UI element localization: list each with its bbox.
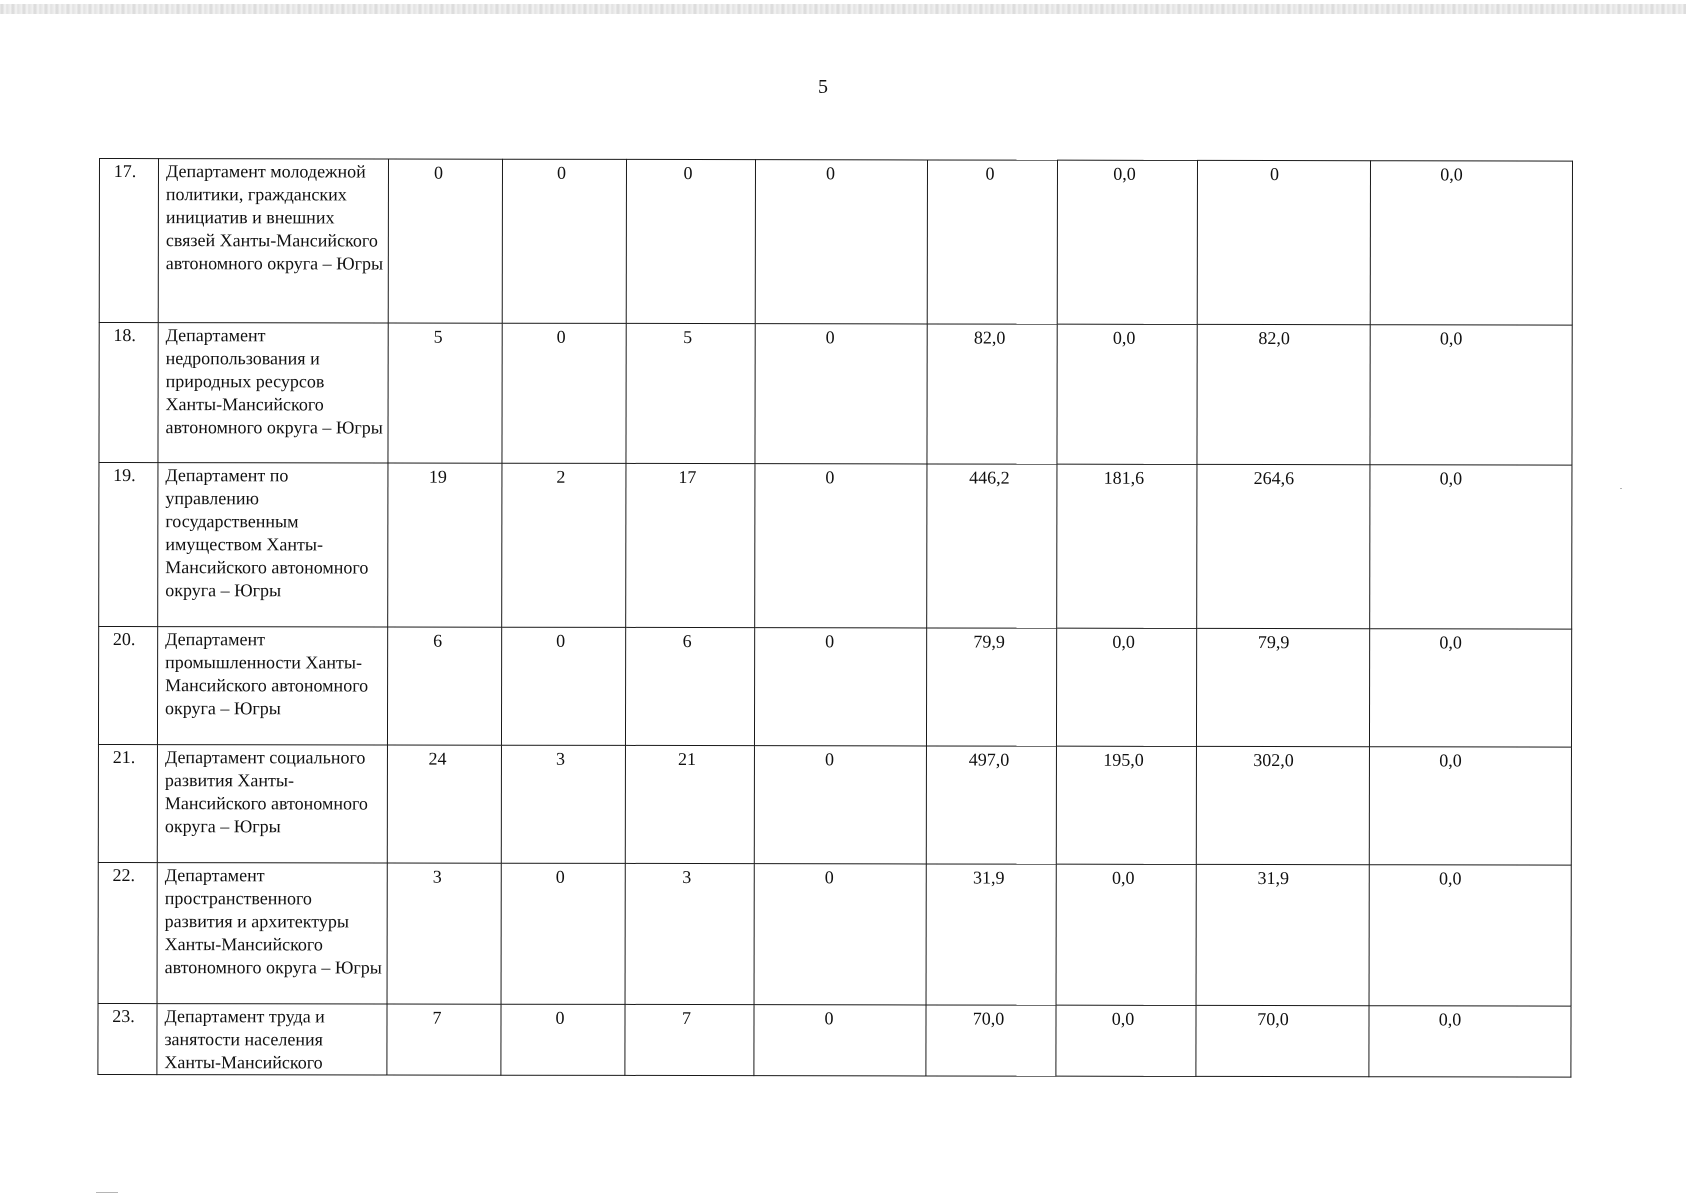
value-text: 70,0 (972, 1008, 1005, 1029)
value-text: 0,0 (1439, 750, 1462, 771)
table-row (98, 745, 1571, 866)
value-text: 7 (432, 1007, 442, 1028)
value-text: 0 (825, 631, 835, 652)
value-text: 0 (985, 163, 995, 184)
value-cell (387, 627, 501, 745)
value-cell (501, 627, 625, 745)
department-name: Департамент пространственного развития и архитектуры Ханты-Мансийского автономного округа – Югры (157, 863, 387, 1004)
value-text: 82,0 (1258, 328, 1290, 349)
value-text: 0 (825, 327, 835, 348)
value-text: 0 (683, 163, 693, 184)
value-cell (926, 864, 1056, 1005)
value-cell (1057, 160, 1197, 324)
value-text: 0 (555, 1007, 565, 1028)
value-cell (754, 628, 926, 746)
value-text: 0,0 (1112, 327, 1136, 348)
value-cell (387, 863, 501, 1004)
value-cell (1370, 465, 1572, 629)
value-cell (625, 627, 754, 745)
value-text: 195,0 (1103, 749, 1144, 770)
value-cell (927, 160, 1057, 324)
value-cell (1369, 629, 1571, 747)
value-text: 79,9 (973, 631, 1005, 652)
value-cell (388, 463, 502, 627)
value-text: 0 (825, 163, 835, 184)
value-cell (388, 159, 502, 323)
value-cell (1056, 864, 1196, 1005)
value-text: 6 (682, 631, 692, 652)
value-cell (1369, 1006, 1571, 1077)
value-text: 0,0 (1440, 164, 1463, 185)
value-cell (1056, 746, 1196, 864)
department-name: Департамент промышленности Ханты-Мансийского автономного округа – Югры (157, 627, 387, 745)
value-text: 181,6 (1103, 467, 1145, 488)
value-text: 0 (824, 867, 834, 888)
value-text: 70,0 (1257, 1009, 1289, 1030)
department-name: Департамент труда и занятости населения Ханты-Мансийского (157, 1004, 387, 1075)
row-number: 19. (99, 463, 158, 627)
value-cell (754, 1005, 926, 1076)
value-cell (501, 745, 625, 863)
value-text: 0,0 (1439, 632, 1462, 653)
value-text: 0,0 (1112, 631, 1135, 652)
row-number: 23. (98, 1003, 157, 1074)
value-text: 79,9 (1257, 632, 1290, 653)
value-cell (755, 324, 927, 464)
value-cell (1196, 746, 1369, 864)
value-cell (625, 745, 754, 863)
value-cell (1369, 747, 1571, 865)
value-cell (502, 159, 626, 323)
table-row (99, 463, 1572, 630)
table-row (99, 323, 1572, 466)
value-cell (1197, 160, 1370, 324)
value-text: 0,0 (1111, 867, 1135, 888)
row-number: 17. (99, 159, 158, 323)
department-name: Департамент недропользования и природных ресурсов Ханты-Мансийского автономного округа – Югры (158, 323, 388, 463)
scan-edge-noise (0, 4, 1686, 14)
value-cell (927, 324, 1057, 464)
value-cell (626, 463, 755, 627)
value-text: 0 (556, 630, 566, 651)
value-text: 6 (433, 630, 443, 651)
value-text: 302,0 (1253, 750, 1294, 771)
value-cell (625, 863, 754, 1004)
value-cell (755, 464, 927, 628)
value-text: 0,0 (1111, 1008, 1135, 1029)
value-text: 446,2 (969, 467, 1010, 488)
scan-speck (1620, 488, 1622, 489)
value-cell (926, 628, 1056, 746)
value-text: 2 (556, 466, 566, 487)
row-number: 21. (98, 745, 157, 863)
department-name: Департамент молодежной политики, гражданских инициатив и внешних связей Ханты-Мансийского автономного округа – Югры (158, 159, 388, 323)
value-cell (502, 323, 626, 463)
value-cell (387, 745, 501, 863)
value-cell (1370, 161, 1572, 325)
value-text: 17 (678, 467, 697, 488)
value-text: 3 (682, 867, 692, 888)
value-text: 31,9 (1257, 868, 1290, 889)
table-row (98, 862, 1571, 1006)
value-text: 0 (824, 1008, 834, 1029)
value-cell (1196, 1005, 1369, 1076)
value-text: 3 (432, 866, 442, 887)
value-text: 5 (433, 326, 443, 347)
value-text: 0 (824, 749, 834, 770)
value-text: 0 (556, 162, 566, 183)
value-text: 0,0 (1113, 163, 1136, 184)
row-number: 18. (99, 323, 158, 463)
value-text: 31,9 (972, 867, 1005, 888)
value-text: 0 (555, 866, 565, 887)
value-text: 24 (428, 748, 447, 769)
value-text: 0 (825, 467, 835, 488)
table-row (98, 627, 1571, 748)
value-cell (502, 463, 626, 627)
value-text: 0 (1269, 164, 1279, 185)
value-text: 0,0 (1438, 1009, 1462, 1030)
value-cell (501, 863, 625, 1004)
value-cell (1197, 324, 1370, 464)
value-text: 82,0 (973, 327, 1006, 348)
value-cell (1369, 865, 1571, 1006)
value-text: 0,0 (1439, 328, 1463, 349)
value-text: 497,0 (968, 749, 1010, 770)
row-number: 20. (98, 627, 157, 745)
value-cell (1196, 628, 1369, 746)
value-cell (755, 160, 927, 324)
value-cell (1370, 325, 1572, 465)
value-text: 3 (555, 748, 565, 769)
value-text: 7 (681, 1008, 692, 1029)
scan-speck (96, 1192, 118, 1193)
value-cell (626, 323, 755, 463)
table-row (98, 1003, 1571, 1077)
value-cell (1056, 1005, 1196, 1076)
value-cell (1196, 864, 1369, 1005)
value-cell (926, 746, 1056, 864)
value-cell (625, 1004, 754, 1075)
table-row (99, 159, 1572, 326)
value-text: 5 (683, 327, 693, 348)
value-cell (626, 159, 755, 323)
value-cell (1197, 464, 1370, 628)
department-name: Департамент по управлению государственным имуществом Ханты-Мансийского автономного округа – Югры (158, 463, 388, 627)
value-cell (754, 746, 926, 864)
value-text: 0,0 (1439, 468, 1463, 489)
report-table (97, 158, 1573, 1078)
value-cell (387, 1004, 501, 1075)
value-cell (501, 1004, 625, 1075)
value-cell (1057, 324, 1197, 464)
value-text: 21 (677, 749, 696, 770)
value-text: 0 (556, 326, 566, 347)
value-cell (1056, 628, 1196, 746)
value-text: 0,0 (1438, 868, 1462, 889)
value-cell (754, 864, 926, 1005)
value-cell (388, 323, 502, 463)
value-cell (926, 1005, 1056, 1076)
row-number: 22. (98, 862, 157, 1003)
department-name: Департамент социального развития Ханты-Мансийского автономного округа – Югры (157, 745, 387, 863)
page-number: 5 (818, 76, 828, 98)
value-text: 0 (433, 162, 443, 183)
value-text: 264,6 (1253, 468, 1295, 489)
value-cell (927, 464, 1057, 628)
value-text: 19 (428, 466, 447, 487)
value-cell (1057, 464, 1197, 628)
